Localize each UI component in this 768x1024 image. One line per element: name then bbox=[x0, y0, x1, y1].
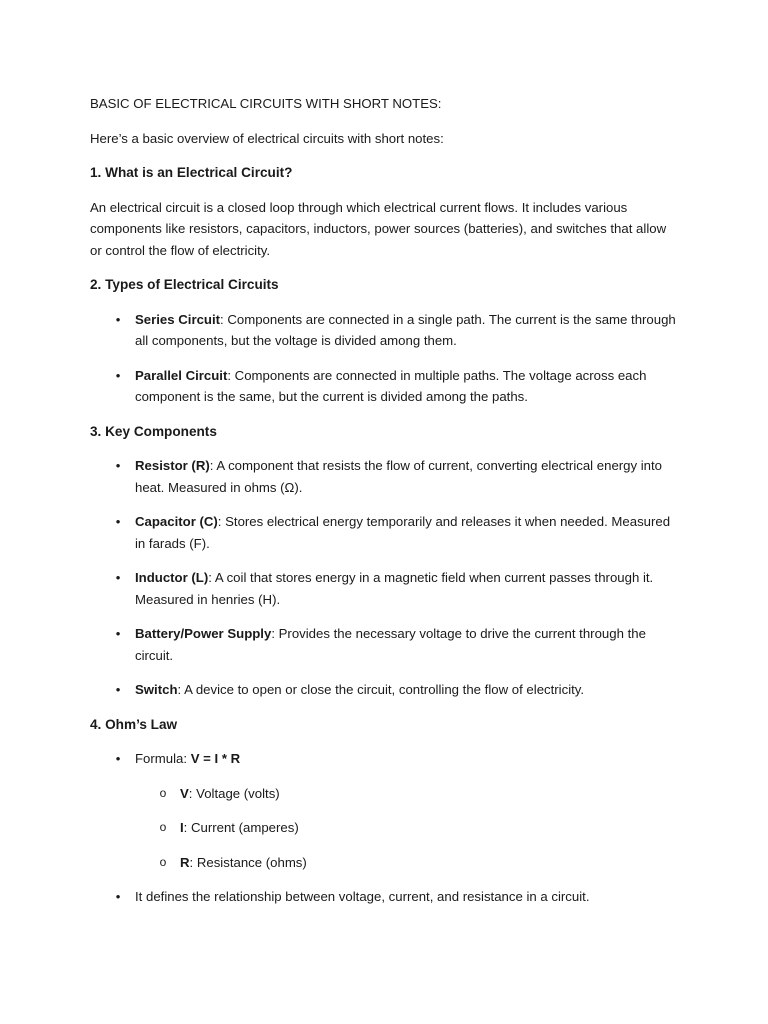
list-item-ohms-law-note bbox=[90, 886, 680, 908]
section-paragraph-what-is-circuit: An electrical circuit is a closed loop through which electrical current flows. It includes various components like resistors, capacitors, inductors, power sources (batteries), and switches that allow or control the flow of electricity. bbox=[90, 199, 667, 258]
term-series-circuit: Series Circuit bbox=[135, 311, 221, 327]
description-i: : Current (amperes) bbox=[183, 820, 299, 835]
list-item-capacitor bbox=[90, 511, 680, 554]
ohms-law-list bbox=[90, 748, 680, 908]
section-heading-what-is-circuit: 1. What is an Electrical Circuit? bbox=[90, 165, 293, 180]
description-r: : Resistance (ohms) bbox=[189, 854, 307, 870]
term-v: V bbox=[180, 785, 189, 801]
term-battery: Battery/Power Supply bbox=[135, 626, 272, 641]
list-item-parallel-circuit bbox=[90, 365, 680, 408]
bullet-icon: • bbox=[115, 682, 121, 697]
description-battery: : Provides the necessary voltage to drive the current through the circuit. bbox=[135, 626, 646, 663]
term-r: R bbox=[180, 854, 190, 870]
intro-paragraph: Here’s a basic overview of electrical circuits with short notes: bbox=[90, 130, 444, 146]
ohms-law-note: It defines the relationship between voltage, current, and resistance in a circuit. bbox=[135, 889, 590, 904]
list-item-series-circuit bbox=[90, 309, 680, 352]
term-inductor: Inductor (L) bbox=[135, 570, 209, 585]
formula-variables-list bbox=[135, 783, 680, 874]
term-parallel-circuit: Parallel Circuit bbox=[135, 367, 228, 383]
list-item-variable-v bbox=[135, 783, 680, 805]
bullet-icon: • bbox=[115, 311, 121, 327]
description-parallel-circuit: : Components are connected in multiple paths. The voltage across each component is the same, but the current is divided among the paths. bbox=[135, 367, 647, 404]
components-list bbox=[90, 455, 680, 701]
document-body bbox=[90, 93, 680, 921]
list-item-resistor bbox=[90, 455, 680, 498]
term-switch: Switch bbox=[135, 682, 178, 697]
bullet-icon: • bbox=[115, 570, 121, 585]
document-title: BASIC OF ELECTRICAL CIRCUITS WITH SHORT NOTES: bbox=[90, 96, 442, 111]
bullet-icon: • bbox=[115, 889, 121, 904]
list-item-variable-i bbox=[135, 817, 680, 839]
bullet-icon: • bbox=[115, 367, 121, 383]
description-resistor: : A component that resists the flow of current, converting electrical energy into heat. Measured in ohms (Ω). bbox=[135, 458, 663, 495]
description-series-circuit: : Components are connected in a single path. The current is the same through all components, but the voltage is divided among them. bbox=[135, 311, 676, 348]
list-item-switch bbox=[90, 679, 680, 701]
bullet-icon: • bbox=[115, 514, 121, 529]
section-heading-types: 2. Types of Electrical Circuits bbox=[90, 277, 279, 292]
bullet-icon: • bbox=[115, 751, 121, 766]
types-list bbox=[90, 309, 680, 408]
term-resistor: Resistor (R) bbox=[135, 458, 210, 473]
formula: V = I * R bbox=[190, 751, 241, 766]
description-inductor: : A coil that stores energy in a magnetic field when current passes through it. Measured in henries (H). bbox=[135, 570, 654, 607]
term-capacitor: Capacitor (C) bbox=[135, 514, 218, 529]
list-item-inductor bbox=[90, 567, 680, 610]
list-item-variable-r bbox=[135, 852, 680, 874]
sub-bullet-icon: o bbox=[159, 820, 167, 834]
sub-bullet-icon: o bbox=[159, 785, 167, 800]
list-item-battery bbox=[90, 623, 680, 666]
list-item-formula bbox=[90, 748, 680, 873]
term-i: I bbox=[180, 820, 184, 835]
bullet-icon: • bbox=[115, 458, 121, 473]
bullet-icon: • bbox=[115, 626, 121, 641]
description-capacitor: : Stores electrical energy temporarily and releases it when needed. Measured in farads (F). bbox=[135, 514, 671, 551]
section-heading-key-components: 3. Key Components bbox=[90, 423, 217, 439]
sub-bullet-icon: o bbox=[159, 854, 167, 869]
description-switch: : A device to open or close the circuit, controlling the flow of electricity. bbox=[177, 682, 585, 697]
section-heading-ohms-law: 4. Ohm’s Law bbox=[90, 716, 178, 732]
formula-label: Formula: bbox=[135, 751, 191, 766]
description-v: : Voltage (volts) bbox=[188, 785, 280, 801]
